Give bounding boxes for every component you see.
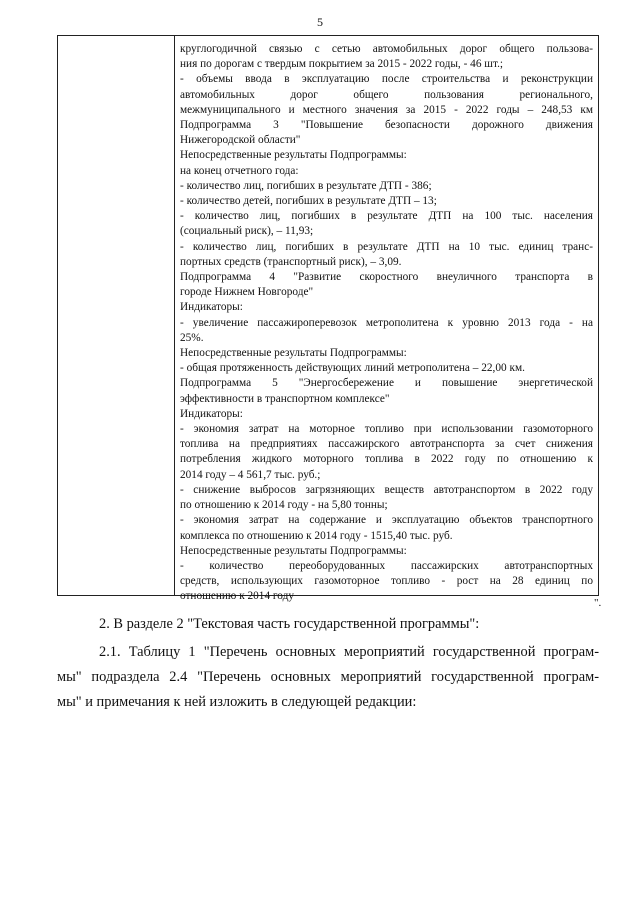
table-text-line: 25%. (180, 331, 204, 344)
table-text-line: на конец отчетного года: (180, 164, 299, 177)
table-text-line: - общая протяженность действующих линий метрополитена – 22,00 км. (180, 362, 525, 375)
table-text-line: Непосредственные результаты Подпрограммы: (180, 347, 407, 360)
table-text-line: - экономия затрат на моторное топливо при использовании газомоторного (180, 423, 593, 436)
paragraph-line: мы" и примечания к ней изложить в следующей редакции: (57, 694, 417, 710)
table-text-line: Подпрограмма 3 "Повышение безопасности дорожного движения (180, 119, 593, 132)
table-text-line: эффективности в транспортном комплексе" (180, 392, 390, 405)
paragraph-table-1-instruction (57, 640, 599, 715)
table-text-line: (социальный риск), – 11,93; (180, 225, 314, 238)
table-text-line: средств, использующих газомоторное топливо - рост на 28 единиц по (180, 575, 593, 588)
closing-quote: ". (594, 597, 602, 609)
table-right-cell (175, 36, 598, 603)
table-text-line: - увеличение пассажироперевозок метрополитена к уровню 2013 года - на (180, 316, 593, 329)
table-text-line: топлива на предприятиях пассажирского автотранспорта за счет снижения (180, 438, 593, 451)
table-text-line: - количество лиц, погибших в результате ДТП - 386; (180, 179, 432, 192)
table-text-line: отношению к 2014 году (180, 590, 295, 603)
table-text-line: - экономия затрат на содержание и эксплуатацию объектов транспортного (180, 514, 593, 527)
table-text-line: Нижегородской области" (180, 134, 301, 147)
table-text-line: потребления жидкого моторного топлива в 2022 году по отношению к (180, 453, 593, 466)
table-text-line: городе Нижнем Новгороде" (180, 286, 314, 299)
table-text-line: - количество лиц, погибших в результате ДТП на 10 тыс. единиц транс- (180, 240, 593, 253)
table-text-line: круглогодичной связью с сетью автомобильных дорог общего пользова- (180, 43, 593, 55)
table-text-line: - объемы ввода в эксплуатацию после строительства и реконструкции (180, 73, 593, 86)
table-left-cell (58, 36, 175, 595)
table-text-line: Индикаторы: (180, 407, 243, 420)
indicators-table (57, 35, 599, 603)
table-text-line: комплекса по отношению к 2014 году - 1515,40 тыс. руб. (180, 529, 453, 542)
paragraph-line: 2.1. Таблицу 1 "Перечень основных мероприятий государственной програм- (99, 644, 599, 660)
table-text-line: по отношению к 2014 году - на 5,80 тонны; (180, 499, 388, 512)
table-text-line: - количество детей, погибших в результате ДТП – 13; (180, 195, 437, 208)
table-text-line: ния по дорогам с твердым покрытием за 2015 - 2022 годы, - 46 шт.; (180, 58, 504, 71)
table-text-line: Подпрограмма 4 "Развитие скоростного внеуличного транспорта в (180, 271, 593, 284)
table-text-line: Подпрограмма 5 "Энергосбережение и повышение энергетической (180, 377, 593, 390)
table-text-line: портных средств (транспортный риск), – 3,09. (180, 255, 402, 268)
page-number: 5 (317, 15, 323, 29)
table-text-line: Индикаторы: (180, 301, 243, 314)
table-text-line: Непосредственные результаты Подпрограммы: (180, 544, 407, 557)
paragraph-section-2: 2. В разделе 2 "Текстовая часть государственной программы": (99, 616, 480, 632)
table-text-line: - снижение выбросов загрязняющих веществ автотранспортом в 2022 году (180, 483, 593, 496)
table-text-line: - количество переоборудованных пассажирских автотранспортных (180, 559, 593, 572)
table-text-line: автомобильных дорог общего пользования регионального, (180, 88, 593, 101)
paragraph-line: мы" подраздела 2.4 "Перечень основных мероприятий государственной програм- (57, 669, 599, 685)
table-text-line: межмуниципального и местного значения за 2015 - 2022 годы – 248,53 км (180, 103, 593, 116)
table-text-line: 2014 году – 4 561,7 тыс. руб.; (180, 468, 321, 481)
table-text-line: - количество лиц, погибших в результате ДТП на 100 тыс. населения (180, 210, 593, 223)
table-text-line: Непосредственные результаты Подпрограммы: (180, 149, 407, 162)
